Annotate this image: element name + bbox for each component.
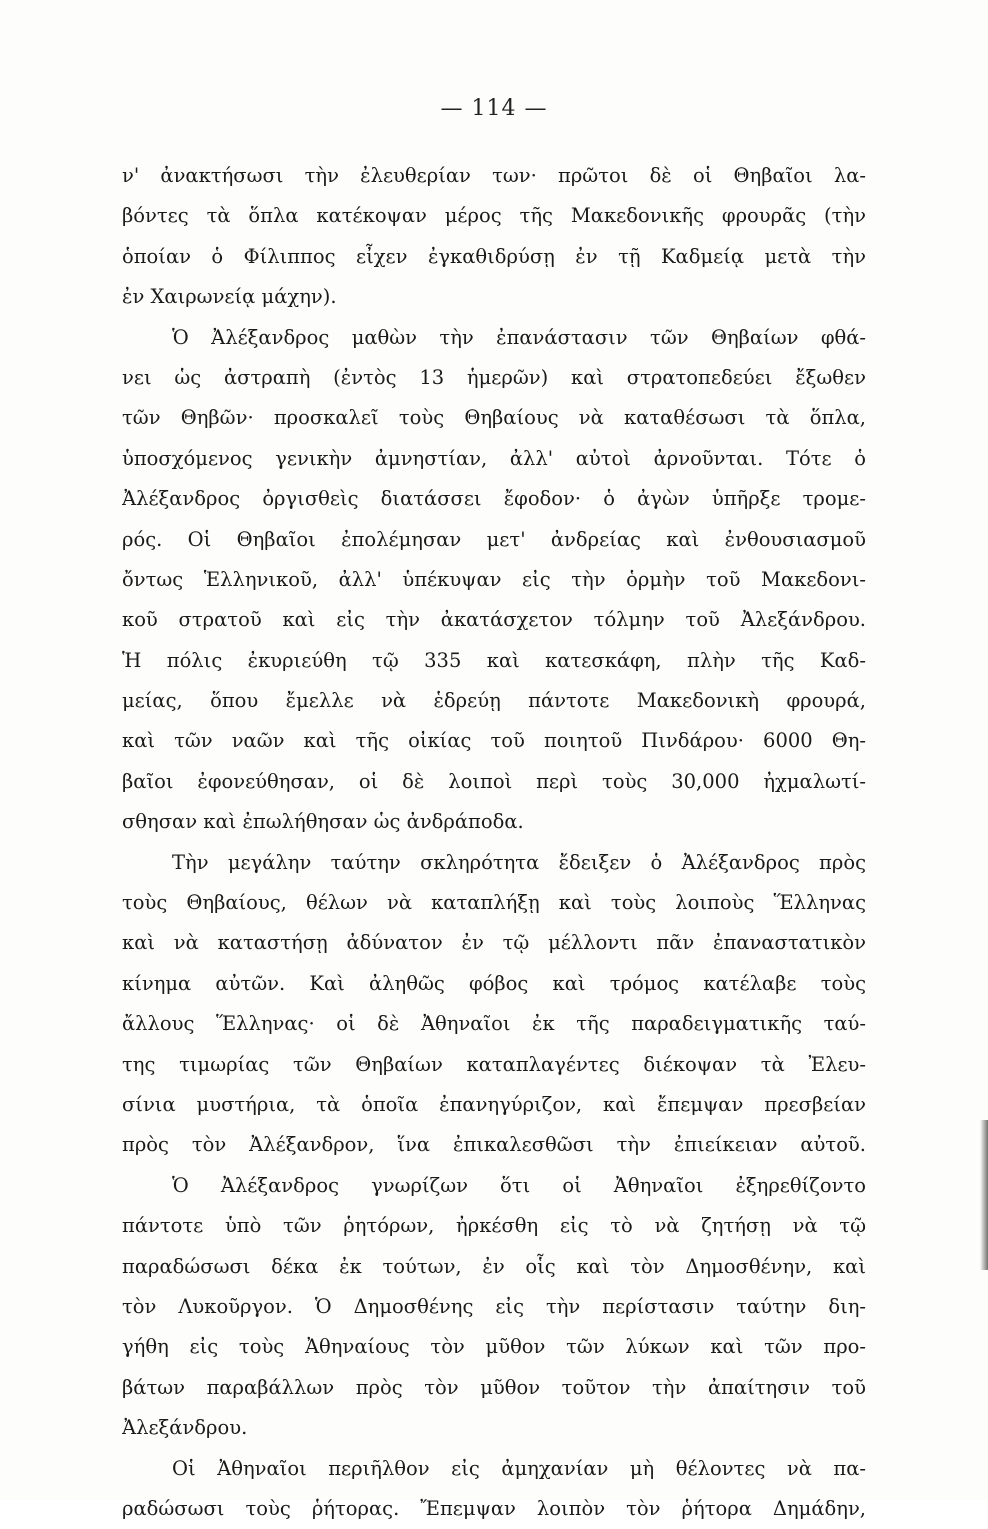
text-line: ὄντως Ἑλληνικοῦ, ἀλλ' ὑπέκυψαν εἰς τὴν ὁρμὴν τοῦ Μακεδονι- bbox=[122, 567, 866, 591]
text-line: σθησαν καὶ ἐπωλήθησαν ὡς ἀνδράποδα. bbox=[122, 810, 524, 834]
text-line: καὶ τῶν ναῶν καὶ τῆς οἰκίας τοῦ ποιητοῦ Πινδάρου· 6000 Θη- bbox=[122, 729, 866, 753]
text-line: ρός. Οἱ Θηβαῖοι ἐπολέμησαν μετ' ἀνδρείας καὶ ἐνθουσιασμοῦ bbox=[122, 527, 866, 551]
text-line: Τὴν μεγάλην ταύτην σκληρότητα ἔδειξεν ὁ Ἀλέξανδρος πρὸς bbox=[172, 850, 866, 874]
text-line: νει ὡς ἀστραπὴ (ἐντὸς 13 ἡμερῶν) καὶ στρατοπεδεύει ἔξωθεν bbox=[122, 365, 866, 389]
text-line: τοὺς Θηβαίους, θέλων νὰ καταπλήξῃ καὶ τοὺς λοιποὺς Ἕλληνας bbox=[122, 891, 866, 915]
text-line: Οἱ Ἀθηναῖοι περιῆλθον εἰς ἀμηχανίαν μὴ θέλοντες νὰ πα- bbox=[172, 1456, 866, 1480]
text-line: Ὁ Ἀλέξανδρος μαθὼν τὴν ἐπανάστασιν τῶν Θηβαίων φθά- bbox=[172, 325, 866, 349]
body-text bbox=[122, 156, 866, 1529]
text-line: βάτων παραβάλλων πρὸς τὸν μῦθον τοῦτον τὴν ἀπαίτησιν τοῦ bbox=[122, 1375, 866, 1399]
text-line: Ἡ πόλις ἐκυριεύθη τῷ 335 καὶ κατεσκάφη, πλὴν τῆς Καδ- bbox=[122, 648, 866, 672]
text-line: Ἀλέξανδρος ὀργισθεὶς διατάσσει ἔφοδον· ὁ ἀγὼν ὑπῆρξε τρομε- bbox=[122, 487, 866, 511]
text-line: τὸν Λυκοῦργον. Ὁ Δημοσθένης εἰς τὴν περίστασιν ταύτην διη- bbox=[122, 1294, 866, 1318]
text-line: καὶ νὰ καταστήσῃ ἀδύνατον ἐν τῷ μέλλοντι πᾶν ἐπαναστατικὸν bbox=[122, 931, 866, 955]
text-line: τῶν Θηβῶν· προσκαλεῖ τοὺς Θηβαίους νὰ καταθέσωσι τὰ ὅπλα, bbox=[122, 406, 866, 430]
text-line: ραδώσωσι τοὺς ῥήτορας. Ἔπεμψαν λοιπὸν τὸν ῥήτορα Δημάδην, bbox=[122, 1496, 866, 1520]
text-line: ἄλλους Ἕλληνας· οἱ δὲ Ἀθηναῖοι ἐκ τῆς παραδειγματικῆς ταύ- bbox=[122, 1012, 866, 1036]
text-line: ὑποσχόμενος γενικὴν ἀμνηστίαν, ἀλλ' αὐτοὶ ἀρνοῦνται. Τότε ὁ bbox=[122, 446, 866, 470]
text-line: Ὁ Ἀλέξανδρος γνωρίζων ὅτι οἱ Ἀθηναῖοι ἐξηρεθίζοντο bbox=[172, 1173, 866, 1197]
text-line: Ἀλεξάνδρου. bbox=[122, 1416, 248, 1440]
text-line: ν' ἀνακτήσωσι τὴν ἐλευθερίαν των· πρῶτοι δὲ οἱ Θηβαῖοι λα- bbox=[122, 164, 866, 187]
text-line: βαῖοι ἐφονεύθησαν, οἱ δὲ λοιποὶ περὶ τοὺς 30,000 ἠχμαλωτί- bbox=[122, 769, 866, 793]
text-line: βόντες τὰ ὅπλα κατέκοψαν μέρος τῆς Μακεδονικῆς φρουρᾶς (τὴν bbox=[122, 204, 866, 228]
text-line: της τιμωρίας τῶν Θηβαίων καταπλαγέντες διέκοψαν τὰ Ἐλευ- bbox=[122, 1052, 866, 1076]
text-line: γήθη εἰς τοὺς Ἀθηναίους τὸν μῦθον τῶν λύκων καὶ τῶν προ- bbox=[122, 1335, 866, 1359]
text-line: μείας, ὅπου ἔμελλε νὰ ἑδρεύῃ πάντοτε Μακεδονικὴ φρουρά, bbox=[122, 689, 866, 713]
page-number: — 114 — bbox=[440, 96, 548, 121]
text-line: ὁποίαν ὁ Φίλιππος εἶχεν ἐγκαθιδρύσῃ ἐν τῇ Καδμείᾳ μετὰ τὴν bbox=[122, 244, 866, 268]
text-line: παραδώσωσι δέκα ἐκ τούτων, ἐν οἷς καὶ τὸν Δημοσθένην, καὶ bbox=[122, 1254, 866, 1278]
text-line: ἐν Χαιρωνείᾳ μάχην). bbox=[122, 285, 337, 309]
text-line: κοῦ στρατοῦ καὶ εἰς τὴν ἀκατάσχετον τόλμην τοῦ Ἀλεξάνδρου. bbox=[122, 608, 866, 632]
text-line: πρὸς τὸν Ἀλέξανδρον, ἵνα ἐπικαλεσθῶσι τὴν ἐπιείκειαν αὐτοῦ. bbox=[122, 1133, 866, 1157]
text-line: σίνια μυστήρια, τὰ ὁποῖα ἐπανηγύριζον, καὶ ἔπεμψαν πρεσβείαν bbox=[122, 1092, 866, 1116]
text-line: κίνημα αὐτῶν. Καὶ ἀληθῶς φόβος καὶ τρόμος κατέλαβε τοὺς bbox=[122, 971, 866, 995]
text-line: πάντοτε ὑπὸ τῶν ῥητόρων, ἠρκέσθη εἰς τὸ νὰ ζητήσῃ νὰ τῷ bbox=[122, 1214, 866, 1238]
page-edge-shadow bbox=[980, 1120, 988, 1270]
